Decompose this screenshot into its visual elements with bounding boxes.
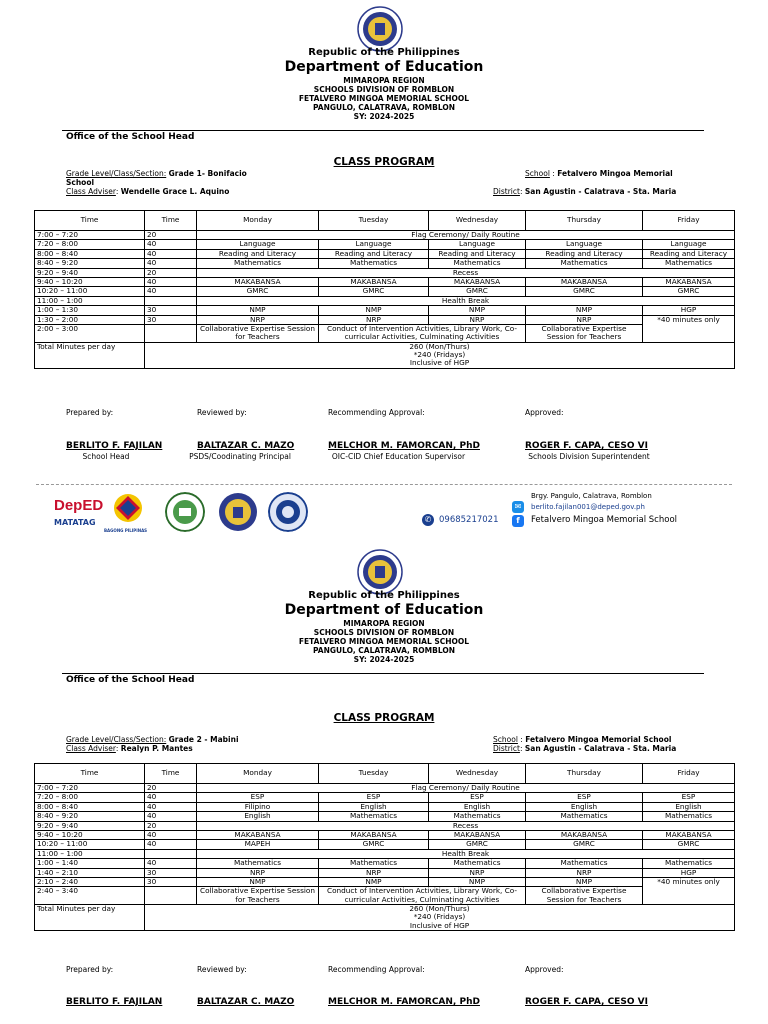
column-header: Friday (643, 764, 735, 784)
minutes-cell: 20 (145, 231, 197, 240)
minutes-cell (145, 324, 197, 342)
facebook-icon: f (512, 515, 524, 527)
subject-cell: MAPEH (197, 840, 319, 849)
time-cell: 8:00 – 8:40 (35, 802, 145, 811)
address-text: PANGULO, CALATRAVA, ROMBLON (312, 102, 455, 112)
time-cell: 9:20 – 9:40 (35, 268, 145, 277)
time-cell: 2:40 – 3:40 (35, 887, 145, 905)
republic-text: Republic of the Philippines (308, 47, 460, 58)
time-cell: 8:40 – 9:20 (35, 259, 145, 268)
minutes-cell (145, 887, 197, 905)
subject-cell: GMRC (319, 287, 429, 296)
region-text: MIMAROPA REGION (343, 618, 425, 628)
subject-cell: MAKABANSA (526, 277, 643, 286)
class-program-table-2 (34, 763, 735, 931)
subject-cell: NRP (319, 315, 429, 324)
deped-seal-logo (357, 6, 403, 52)
grade-level-row (66, 169, 247, 178)
subject-cell: MAKABANSA (643, 277, 735, 286)
subject-cell: MAKABANSA (526, 830, 643, 839)
total-value (145, 342, 735, 368)
school-value: Fetalvero Mingoa Memorial (557, 169, 673, 178)
minutes-cell: 40 (145, 259, 197, 268)
district-row: District: San Agustin - Calatrava - Sta. Maria (493, 744, 677, 753)
subject-cell: Mathematics (643, 812, 735, 821)
subject-cell: English (429, 802, 526, 811)
column-header: Wednesday (429, 764, 526, 784)
time-cell: 11:00 – 1:00 (35, 296, 145, 305)
subject-cell: ESP (526, 793, 643, 802)
minutes-cell: 40 (145, 277, 197, 286)
subject-cell: English (526, 802, 643, 811)
signatory-name: ROGER F. CAPA, CESO VI (525, 441, 648, 451)
time-cell: 2:00 – 3:00 (35, 324, 145, 342)
grade-level-row (66, 735, 239, 744)
subject-cell: GMRC (197, 287, 319, 296)
subject-cell: NRP (429, 868, 526, 877)
subject-cell: Reading and Literacy (319, 249, 429, 258)
column-header: Monday (197, 211, 319, 231)
subject-cell: MAKABANSA (197, 830, 319, 839)
time-cell: 7:00 – 7:20 (35, 784, 145, 793)
span-cell: Recess (197, 821, 735, 830)
subject-cell: English (643, 802, 735, 811)
subject-cell: MAKABANSA (319, 830, 429, 839)
school-row: School : Fetalvero Mingoa Memorial (525, 169, 673, 178)
minutes-cell: 40 (145, 812, 197, 821)
time-cell: 9:40 – 10:20 (35, 277, 145, 286)
table-row (35, 812, 735, 821)
table-row (35, 249, 735, 258)
table-row (35, 277, 735, 286)
subject-cell: English (319, 802, 429, 811)
division-seal-logo (268, 492, 308, 532)
time-cell: 1:00 – 1:40 (35, 859, 145, 868)
table-row (35, 259, 735, 268)
adviser-row: Class Adviser: Realyn P. Mantes (66, 744, 193, 753)
signatory-name: MELCHOR M. FAMORCAN, PhD (328, 441, 480, 451)
class-program-title: CLASS PROGRAM (333, 712, 435, 724)
recommending-label: Recommending Approval: (328, 965, 425, 974)
signatory-position: School Head (82, 452, 130, 461)
district-value: San Agustin - Calatrava - Sta. Maria (524, 187, 677, 196)
letterhead (0, 590, 768, 664)
reviewed-label: Reviewed by: (197, 408, 247, 417)
subject-cell: MAKABANSA (643, 830, 735, 839)
minutes-cell: 40 (145, 859, 197, 868)
table-row (35, 859, 735, 868)
time-cell: 10:20 – 11:00 (35, 287, 145, 296)
subject-cell: Collaborative Expertise Session for Teachers (526, 324, 643, 342)
subject-cell: Reading and Literacy (526, 249, 643, 258)
table-row (35, 268, 735, 277)
subject-cell: MAKABANSA (429, 277, 526, 286)
subject-cell: NMP (319, 306, 429, 315)
subject-cell: Conduct of Intervention Activities, Library Work, Co-curricular Activities, Culminating Activities (319, 324, 526, 342)
subject-cell: Language (429, 240, 526, 249)
subject-cell: English (197, 812, 319, 821)
subject-cell: Mathematics (429, 812, 526, 821)
deped-seal-logo (357, 549, 403, 595)
time-cell: 1:30 – 2:00 (35, 315, 145, 324)
footer-facebook[interactable]: Fetalvero Mingoa Memorial School (531, 515, 678, 525)
subject-cell: Mathematics (197, 259, 319, 268)
table-header-row (35, 764, 735, 784)
column-header: Time (35, 211, 145, 231)
adviser-row: Class Adviser: Wendelle Grace L. Aquino (66, 187, 230, 196)
district-row: District: San Agustin - Calatrava - Sta. Maria (493, 187, 677, 196)
subject-cell: Mathematics (197, 859, 319, 868)
column-header: Time (35, 764, 145, 784)
school-value: Fetalvero Mingoa Memorial School (525, 735, 672, 744)
subject-cell: MAKABANSA (197, 277, 319, 286)
table-row (35, 821, 735, 830)
total-line: *240 (Fridays) (413, 350, 466, 360)
grade-level-value: Grade 2 - Mabini (168, 735, 239, 744)
time-cell: 7:20 – 8:00 (35, 793, 145, 802)
subject-cell: Mathematics (643, 259, 735, 268)
recommending-label: Recommending Approval: (328, 408, 425, 417)
signatory-position: OIC-CID Chief Education Supervisor (331, 452, 466, 461)
minutes-cell: 30 (145, 868, 197, 877)
department-text: Department of Education (284, 602, 484, 618)
school-label: School (493, 735, 518, 744)
column-header: Time (145, 211, 197, 231)
signatory-name: MELCHOR M. FAMORCAN, PhD (328, 997, 480, 1007)
subject-cell: NRP (526, 868, 643, 877)
division-text: SCHOOLS DIVISION OF ROMBLON (313, 627, 455, 637)
table-row (35, 877, 735, 886)
total-row (35, 905, 735, 931)
friday-note-cell: *40 minutes only (643, 315, 735, 342)
time-cell: 8:00 – 8:40 (35, 249, 145, 258)
minutes-cell: 30 (145, 315, 197, 324)
approved-label: Approved: (525, 965, 564, 974)
subject-cell: NMP (197, 877, 319, 886)
subject-cell: Mathematics (643, 859, 735, 868)
minutes-cell (145, 296, 197, 305)
minutes-cell: 40 (145, 249, 197, 258)
column-header: Monday (197, 764, 319, 784)
total-line: *240 (Fridays) (413, 912, 466, 922)
grade-level-label: Grade Level/Class/Section: (66, 169, 167, 178)
table-row (35, 840, 735, 849)
subject-cell: Language (526, 240, 643, 249)
signatory-position: Schools Division Superintendent (528, 452, 650, 461)
school-label: School (525, 169, 550, 178)
divider (62, 673, 704, 674)
school-text: FETALVERO MINGOA MEMORIAL SCHOOL (298, 636, 470, 646)
subject-cell: Mathematics (319, 812, 429, 821)
time-cell: 2:10 – 2:40 (35, 877, 145, 886)
school-text: FETALVERO MINGOA MEMORIAL SCHOOL (298, 93, 470, 103)
phone-icon: ✆ (422, 514, 434, 526)
minutes-cell (145, 849, 197, 858)
minutes-cell: 40 (145, 240, 197, 249)
subject-cell: HGP (643, 306, 735, 315)
adviser-label: Class Adviser (66, 187, 116, 196)
subject-cell: Filipino (197, 802, 319, 811)
friday-note-cell: *40 minutes only (643, 877, 735, 904)
subject-cell: ESP (197, 793, 319, 802)
minutes-cell: 30 (145, 306, 197, 315)
subject-cell: NMP (429, 306, 526, 315)
table-row (35, 231, 735, 240)
grade-level-label: Grade Level/Class/Section: (66, 735, 167, 744)
approved-label: Approved: (525, 408, 564, 417)
school-wrap: School (66, 178, 95, 187)
subject-cell: Mathematics (319, 859, 429, 868)
subject-cell: Reading and Literacy (429, 249, 526, 258)
school-year-text: SY: 2024-2025 (353, 654, 415, 664)
school-row: School : Fetalvero Mingoa Memorial School (493, 735, 672, 744)
subject-cell: GMRC (526, 840, 643, 849)
subject-cell: Mathematics (319, 259, 429, 268)
time-cell: 1:00 – 1:30 (35, 306, 145, 315)
table-row (35, 793, 735, 802)
column-header: Tuesday (319, 211, 429, 231)
subject-cell: Collaborative Expertise Session for Teachers (526, 887, 643, 905)
table-row (35, 240, 735, 249)
class-program-table-1 (34, 210, 735, 369)
time-cell: 10:20 – 11:00 (35, 840, 145, 849)
adviser-label: Class Adviser (66, 744, 116, 753)
column-header: Tuesday (319, 764, 429, 784)
column-header: Thursday (526, 211, 643, 231)
time-cell: 7:00 – 7:20 (35, 231, 145, 240)
grade-level-value: Grade 1- Bonifacio (168, 169, 247, 178)
signatory-name: ROGER F. CAPA, CESO VI (525, 997, 648, 1007)
span-cell: Flag Ceremony/ Daily Routine (197, 231, 735, 240)
time-cell: 11:00 – 1:00 (35, 849, 145, 858)
table-row (35, 802, 735, 811)
office-title: Office of the School Head (66, 132, 195, 142)
column-header: Time (145, 764, 197, 784)
subject-cell: Reading and Literacy (197, 249, 319, 258)
phone-number[interactable]: 09685217021 (439, 515, 499, 525)
minutes-cell: 40 (145, 793, 197, 802)
subject-cell: Mathematics (429, 859, 526, 868)
time-cell: 1:40 – 2:10 (35, 868, 145, 877)
column-header: Friday (643, 211, 735, 231)
footer-divider (36, 484, 732, 485)
subject-cell: GMRC (429, 840, 526, 849)
address-text: PANGULO, CALATRAVA, ROMBLON (312, 645, 455, 655)
reviewed-label: Reviewed by: (197, 965, 247, 974)
subject-cell: NRP (526, 315, 643, 324)
column-header: Wednesday (429, 211, 526, 231)
footer-email[interactable]: berlito.fajilan001@deped.gov.ph (531, 503, 645, 511)
subject-cell: Collaborative Expertise Session for Teachers (197, 887, 319, 905)
divider (62, 130, 704, 131)
subject-cell: Language (643, 240, 735, 249)
table-row (35, 868, 735, 877)
district-label: District (493, 187, 520, 196)
subject-cell: Language (197, 240, 319, 249)
minutes-cell: 40 (145, 840, 197, 849)
republic-text: Republic of the Philippines (308, 590, 460, 601)
subject-cell: MAKABANSA (319, 277, 429, 286)
subject-cell: Mathematics (526, 259, 643, 268)
minutes-cell: 40 (145, 287, 197, 296)
total-line: 260 (Mon/Thurs) (409, 342, 470, 351)
department-text: Department of Education (284, 59, 484, 75)
district-label: District (493, 744, 520, 753)
subject-cell: NMP (526, 877, 643, 886)
table-header-row (35, 211, 735, 231)
span-cell: Recess (197, 268, 735, 277)
total-label: Total Minutes per day (35, 905, 145, 931)
subject-cell: NRP (429, 315, 526, 324)
school-year-text: SY: 2024-2025 (353, 111, 415, 121)
letterhead (0, 47, 768, 121)
table-row (35, 296, 735, 305)
subject-cell: Collaborative Expertise Session for Teachers (197, 324, 319, 342)
subject-cell: ESP (429, 793, 526, 802)
subject-cell: GMRC (643, 287, 735, 296)
adviser-value: Realyn P. Mantes (120, 744, 193, 753)
bagong-pilipinas-text: BAGONG PILIPINAS (104, 528, 148, 533)
span-cell: Flag Ceremony/ Daily Routine (197, 784, 735, 793)
signatory-name: BERLITO F. FAJILAN (66, 441, 163, 451)
subject-cell: NMP (319, 877, 429, 886)
subject-cell: GMRC (429, 287, 526, 296)
district-value: San Agustin - Calatrava - Sta. Maria (524, 744, 677, 753)
table-row (35, 887, 735, 905)
total-line: 260 (Mon/Thurs) (409, 904, 470, 914)
table-row (35, 315, 735, 324)
class-program-title: CLASS PROGRAM (333, 156, 435, 168)
total-value (145, 905, 735, 931)
span-cell: Health Break (197, 296, 735, 305)
subject-cell: NRP (319, 868, 429, 877)
subject-cell: GMRC (643, 840, 735, 849)
matatag-logo: MATATAG (54, 518, 96, 527)
total-label: Total Minutes per day (35, 342, 145, 368)
minutes-cell: 20 (145, 784, 197, 793)
subject-cell: Mathematics (526, 812, 643, 821)
total-line: Inclusive of HGP (409, 920, 470, 930)
email-icon: ✉ (512, 501, 524, 513)
subject-cell: GMRC (319, 840, 429, 849)
deped-seal-footer-logo (218, 492, 258, 532)
region-text: MIMAROPA REGION (343, 75, 425, 85)
span-cell: Health Break (197, 849, 735, 858)
total-line: Inclusive of HGP (409, 358, 470, 368)
subject-cell: GMRC (526, 287, 643, 296)
total-row (35, 342, 735, 368)
time-cell: 9:40 – 10:20 (35, 830, 145, 839)
bagong-pilipinas-logo (107, 492, 149, 528)
subject-cell: ESP (319, 793, 429, 802)
minutes-cell: 20 (145, 268, 197, 277)
school-logo (165, 492, 205, 532)
subject-cell: Language (319, 240, 429, 249)
table-row (35, 784, 735, 793)
table-row (35, 306, 735, 315)
table-row (35, 324, 735, 342)
column-header: Thursday (526, 764, 643, 784)
prepared-label: Prepared by: (66, 965, 114, 974)
subject-cell: Mathematics (526, 859, 643, 868)
division-text: SCHOOLS DIVISION OF ROMBLON (313, 84, 455, 94)
subject-cell: NMP (197, 306, 319, 315)
subject-cell: HGP (643, 868, 735, 877)
signatory-name: BERLITO F. FAJILAN (66, 997, 163, 1007)
subject-cell: Conduct of Intervention Activities, Library Work, Co-curricular Activities, Culminating Activities (319, 887, 526, 905)
deped-logo: DepED (54, 497, 104, 514)
table-row (35, 287, 735, 296)
subject-cell: Reading and Literacy (643, 249, 735, 258)
signatory-position: PSDS/Coodinating Principal (189, 452, 291, 461)
subject-cell: MAKABANSA (429, 830, 526, 839)
minutes-cell: 20 (145, 821, 197, 830)
table-row (35, 830, 735, 839)
signatory-name: BALTAZAR C. MAZO (197, 441, 295, 451)
minutes-cell: 40 (145, 830, 197, 839)
adviser-value: Wendelle Grace L. Aquino (120, 187, 230, 196)
subject-cell: NRP (197, 868, 319, 877)
signatory-name: BALTAZAR C. MAZO (197, 997, 295, 1007)
subject-cell: NMP (526, 306, 643, 315)
time-cell: 7:20 – 8:00 (35, 240, 145, 249)
minutes-cell: 40 (145, 802, 197, 811)
time-cell: 8:40 – 9:20 (35, 812, 145, 821)
office-title: Office of the School Head (66, 675, 195, 685)
table-row (35, 849, 735, 858)
footer-address: Brgy. Pangulo, Calatrava, Romblon (531, 492, 652, 500)
time-cell: 9:20 – 9:40 (35, 821, 145, 830)
minutes-cell: 30 (145, 877, 197, 886)
prepared-label: Prepared by: (66, 408, 114, 417)
subject-cell: NRP (197, 315, 319, 324)
subject-cell: NMP (429, 877, 526, 886)
subject-cell: Mathematics (429, 259, 526, 268)
subject-cell: ESP (643, 793, 735, 802)
